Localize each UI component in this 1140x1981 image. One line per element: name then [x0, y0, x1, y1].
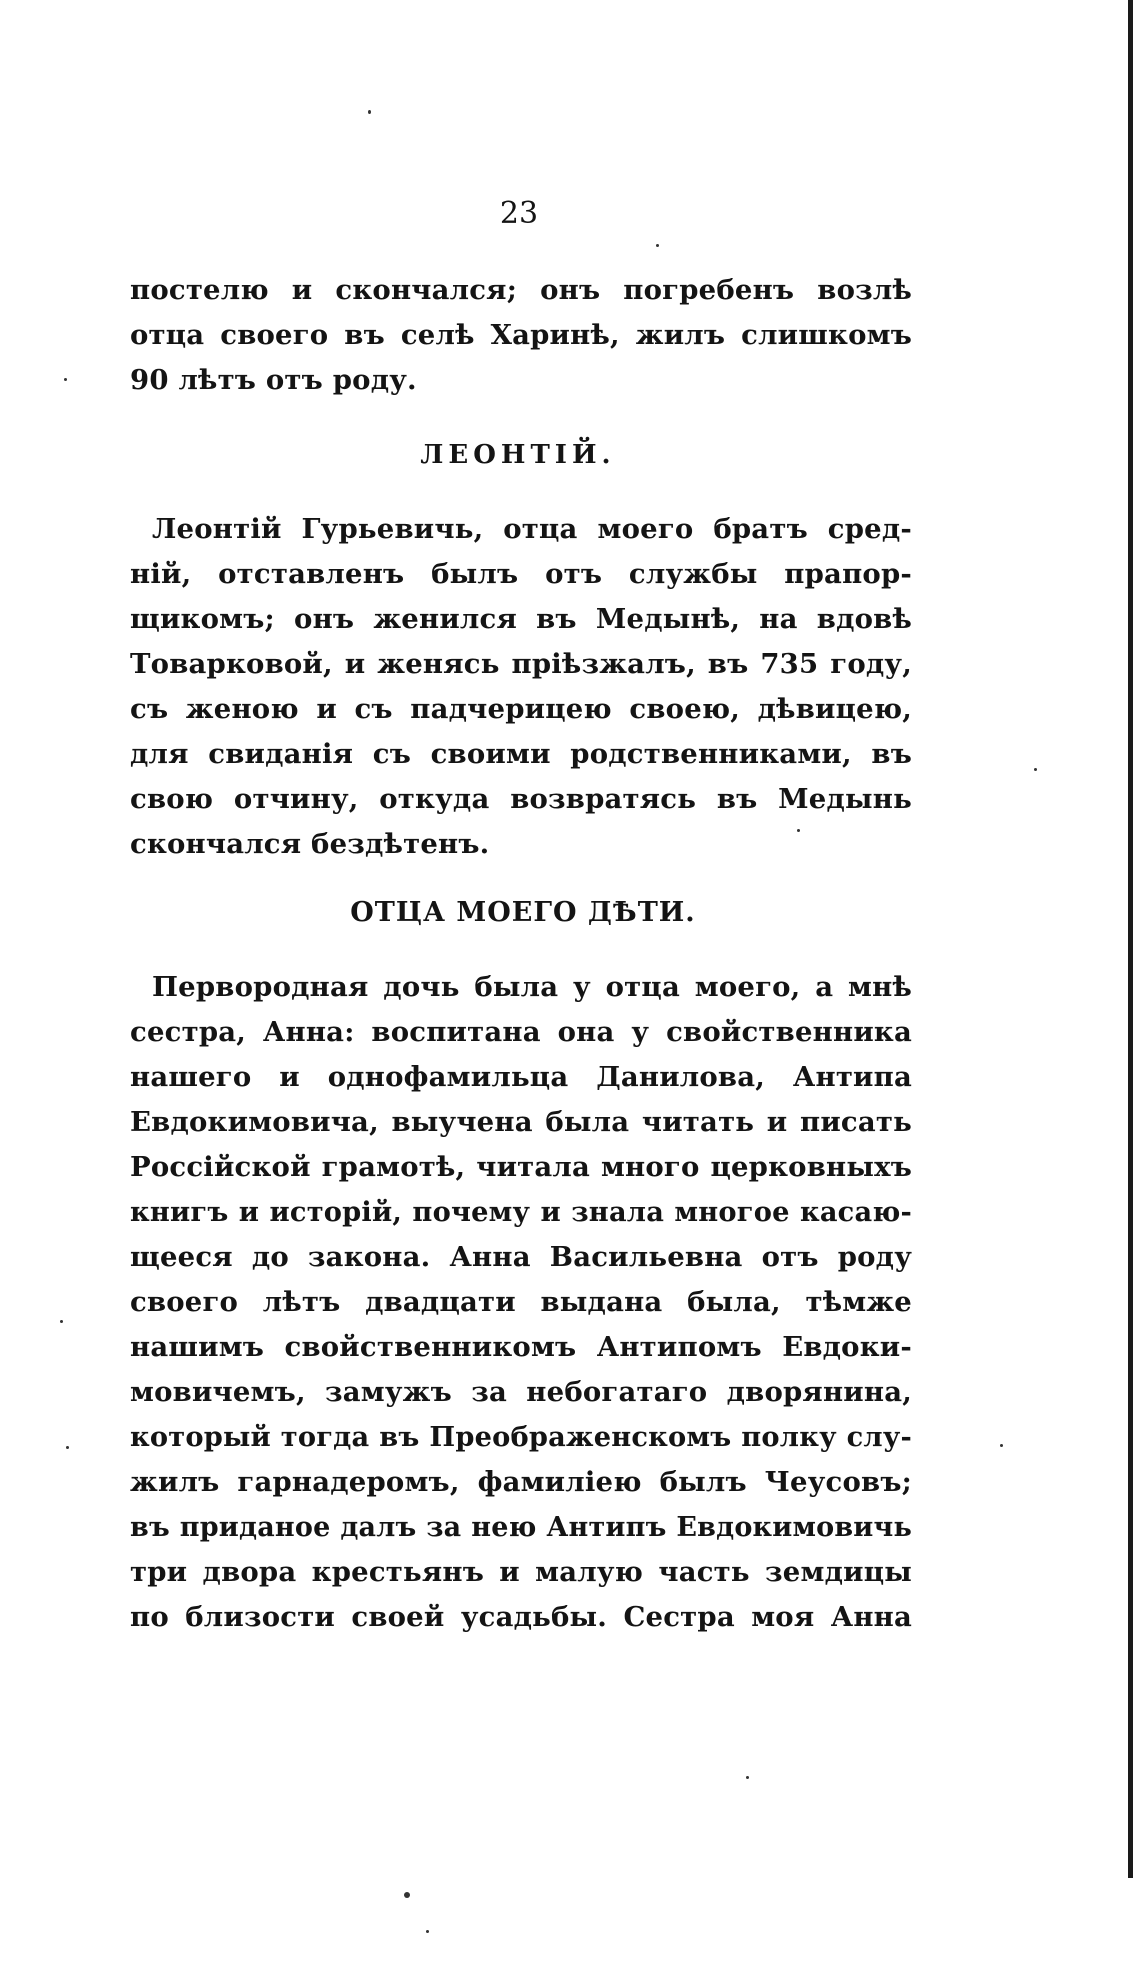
- paragraph-children: [130, 965, 912, 1640]
- text-line: щееся до закона. Анна Васильевна отъ роду: [130, 1241, 912, 1273]
- text-line: который тогда въ Преображенскомъ полку слу-: [130, 1421, 912, 1453]
- scan-speck: [656, 244, 659, 247]
- text-line: въ приданое далъ за нею Антипъ Евдокимовичь: [130, 1512, 912, 1543]
- text-line: сестра, Анна: воспитана она у свойственника: [130, 1016, 912, 1048]
- scan-speck: [60, 1320, 63, 1323]
- scan-speck: [797, 829, 800, 832]
- scan-edge-line: [1128, 0, 1133, 1878]
- text-line: Россійской грамотѣ, читала много церковныхъ: [130, 1151, 912, 1183]
- section-heading-leontiy: ЛЕОНТІЙ.: [420, 440, 616, 470]
- scan-speck: [368, 110, 371, 114]
- paragraph-burial: [130, 268, 912, 403]
- text-line: съ женою и съ падчерицею своею, дѣвицею,: [130, 693, 912, 725]
- scan-speck: [426, 1930, 429, 1933]
- text-line: жилъ гарнадеромъ, фамиліею былъ Чеусовъ;: [130, 1466, 912, 1498]
- page-number: 23: [499, 196, 539, 231]
- scan-speck: [1034, 768, 1037, 771]
- text-line: своего лѣтъ двадцати выдана была, тѣмже: [130, 1286, 912, 1318]
- text-line: для свиданія съ своими родственниками, въ: [130, 738, 912, 770]
- text-line: скончался бездѣтенъ.: [130, 828, 490, 860]
- text-line: 90 лѣтъ отъ роду.: [130, 364, 417, 396]
- scan-speck: [64, 378, 67, 381]
- paragraph-leontiy: [130, 507, 912, 867]
- scan-speck: [66, 1446, 69, 1449]
- text-line: Евдокимовича, выучена была читать и писать: [130, 1106, 912, 1138]
- section-heading-children: ОТЦА МОЕГО ДѢТИ.: [350, 897, 696, 928]
- text-line: нашимъ свойственникомъ Антипомъ Евдоки-: [130, 1331, 912, 1363]
- text-line: щикомъ; онъ женился въ Медынѣ, на вдовѣ: [130, 603, 912, 635]
- text-line: по близости своей усадьбы. Сестра моя Анна: [130, 1601, 912, 1633]
- text-line: постелю и скончался; онъ погребенъ возлѣ: [130, 274, 912, 306]
- text-line: нашего и однофамильца Данилова, Антипа: [130, 1061, 912, 1093]
- text-line: ній, отставленъ былъ отъ службы прапор-: [130, 558, 912, 590]
- text-line: книгъ и исторій, почему и знала многое касаю-: [130, 1196, 912, 1228]
- text-line: Первородная дочь была у отца моего, а мнѣ: [152, 971, 912, 1003]
- scan-speck: [1000, 1444, 1003, 1447]
- scan-speck: [404, 1892, 410, 1898]
- text-line: мовичемъ, замужъ за небогатаго дворянина,: [130, 1376, 912, 1408]
- text-line: Леонтій Гурьевичь, отца моего братъ сред-: [152, 513, 912, 545]
- text-line: три двора крестьянъ и малую часть земдицы: [130, 1556, 912, 1588]
- text-line: Товарковой, и женясь пріѣзжалъ, въ 735 году,: [130, 648, 912, 680]
- text-line: отца своего въ селѣ Харинѣ, жилъ слишкомъ: [130, 319, 912, 351]
- scan-speck: [746, 1776, 749, 1779]
- text-line: свою отчину, откуда возвратясь въ Медынь: [130, 783, 912, 815]
